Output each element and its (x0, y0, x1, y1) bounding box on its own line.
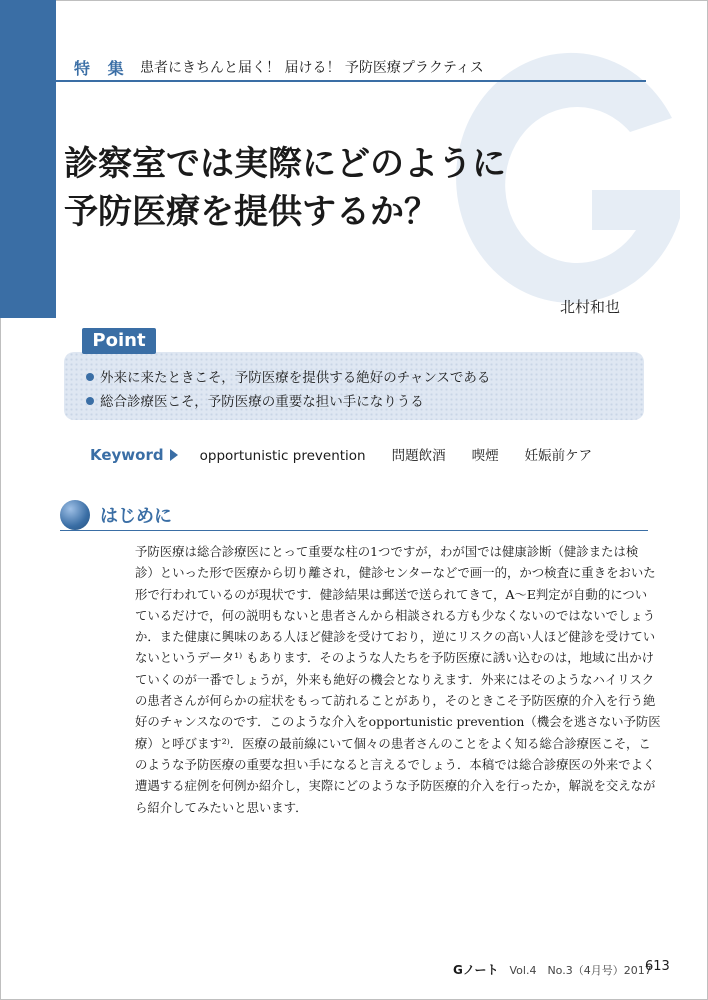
point-label: Point (82, 328, 156, 354)
keyword-item: 問題飲酒 (391, 448, 446, 464)
point-item (86, 390, 424, 410)
body-line: 予防医療は総合診療医にとって重要な柱の1つですが，わが国では健康診断（健診または検 (135, 544, 639, 559)
journal-name: Gノート (453, 963, 499, 977)
feature-header (56, 46, 646, 82)
section-title: はじめに (100, 506, 172, 527)
keyword-label: Keyword (90, 446, 164, 464)
body-line: 遭遇する症例を何例か紹介し，実際にどのような予防医療的介入を行ったか，解説を交えなが (135, 778, 656, 794)
body-line: 療）と呼びます²⁾．医療の最前線にいて個々の患者さんのことをよく知る総合診療医こそ，こ (135, 735, 651, 751)
bullet-dot-icon (86, 397, 94, 405)
keyword-item: 喫煙 (471, 448, 499, 464)
body-line: 好のチャンスなのです．このような介入をopportunistic prevention（機会を逃さない予防医 (135, 714, 661, 730)
point-item (86, 366, 490, 386)
point-item-text: 外来に来たときこそ，予防医療を提供する絶好のチャンスである (100, 370, 491, 386)
triangle-arrow-icon (170, 449, 178, 461)
journal-issue: Vol.4 No.3（4月号）2017 (509, 964, 652, 977)
article-title-line-2: 予防医療を提供するか？ (64, 192, 438, 232)
point-item-text: 総合診療医こそ，予防医療の重要な担い手になりうる (100, 394, 424, 410)
bullet-dot-icon (86, 373, 94, 381)
keyword-row (90, 444, 618, 466)
series-title: 患者にきちんと届く！ 届ける！ 予防医療プラクティス (140, 60, 484, 76)
feature-label: 特 集 (74, 59, 130, 78)
body-line: のような予防医療の重要な担い手になると言えるでしょう．本稿では総合診療医の外来でよく (135, 756, 656, 772)
body-line: 形で行われているのが現状です．健診結果は郵送で送られてきて，A～E判定が自動的につい (135, 586, 648, 602)
body-line: ないというデータ¹⁾ もあります．そのような人たちを予防医療に誘い込むのは，地域に出かけ (135, 650, 654, 666)
article-title (64, 140, 506, 236)
footer-journal-info (453, 961, 652, 978)
point-box (64, 352, 644, 420)
section-ball-icon (60, 500, 90, 530)
keyword-item: 妊娠前ケア (524, 448, 593, 464)
section-heading (60, 500, 648, 531)
article-title-line-1: 診察室では実際にどのように (64, 144, 506, 184)
body-line: 診）といった形で医療から切り離され，健診センターなどで画一的，かつ検査に重きをおいた (135, 565, 656, 581)
body-line: ているだけで，何の説明もないと患者さんから相談される方も少なくないのではないでしょう (135, 607, 656, 623)
body-line: ら紹介してみたいと思います． (135, 799, 308, 815)
body-paragraph (135, 541, 661, 818)
body-line: ていくのが一番でしょうが，外来も絶好の機会となりえます．外来にはそのようなハイリスク (135, 671, 655, 687)
author-name: 北村和也 (560, 298, 621, 316)
body-line: か．また健康に興味のある人ほど健診を受けており，逆にリスクの高い人ほど健診を受けてい (135, 629, 656, 645)
corner-color-block (0, 0, 56, 318)
page-number: 613 (645, 959, 670, 974)
body-line: の患者さんが何らかの症状をもって訪れることがあり，そのときこそ予防医療的介入を行う絶 (135, 693, 656, 709)
keyword-item: opportunistic prevention (199, 448, 366, 464)
